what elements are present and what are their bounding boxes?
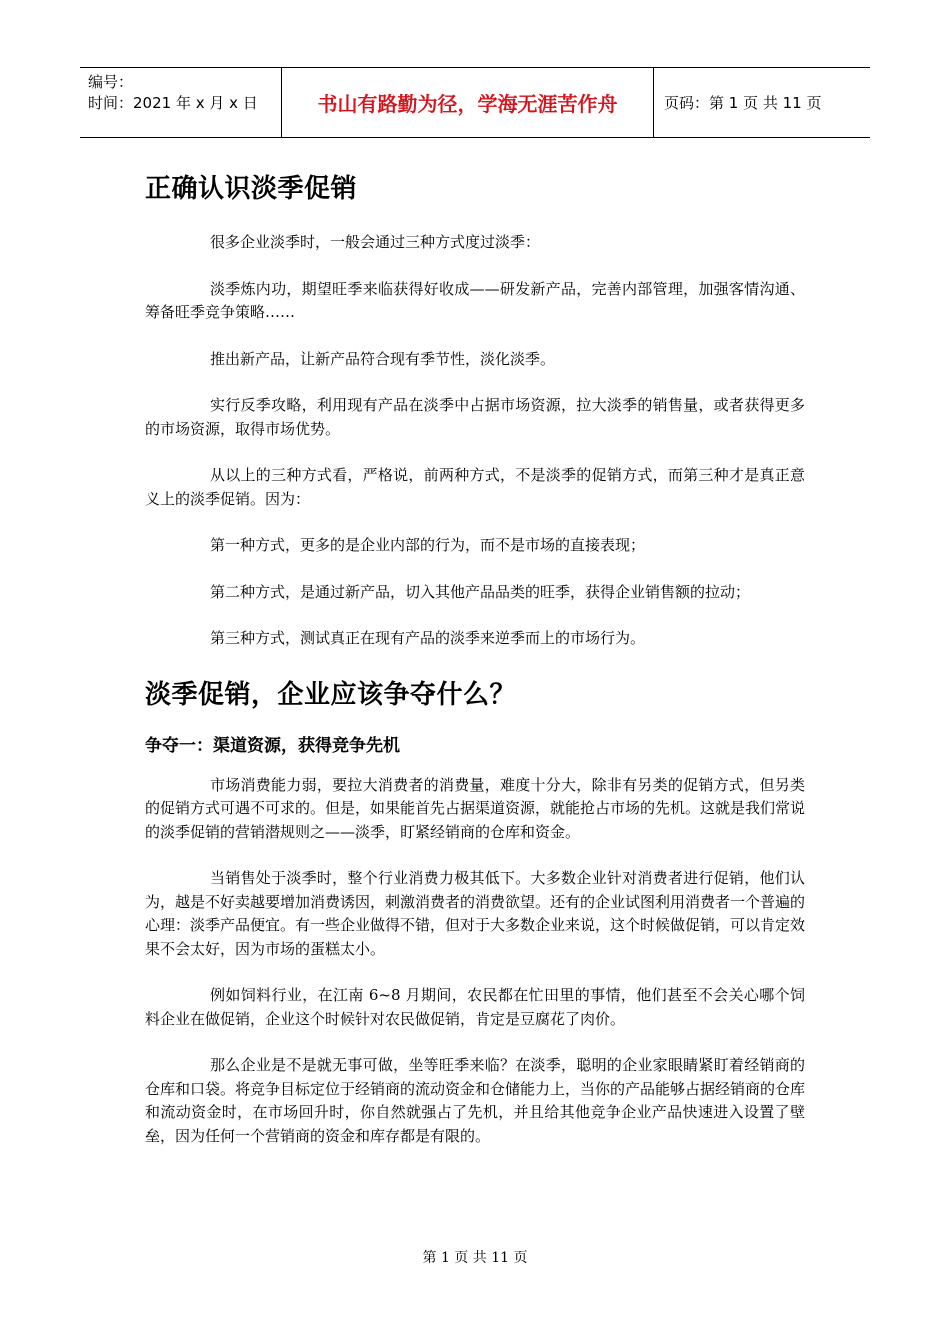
paragraph: 第一种方式，更多的是企业内部的行为，而不是市场的直接表现； [210,536,646,554]
paragraph: 第三种方式，测试真正在现有产品的淡季来逆季而上的市场行为。 [210,629,646,647]
document-header [80,67,870,138]
header-motto: 书山有路勤为径，学海无涯苦作舟 [281,68,654,137]
subsection-title: 争夺一：渠道资源，获得竞争先机 [145,735,400,756]
paragraph: 市场消费能力弱，要拉大消费者的消费量，难度十分大，除非有另类的促销方式，但另类的促销方式可遇不可求的。但是，如果能首先占据渠道资源，就能抢占市场的先机。这就是我们常说的淡季促销的营销潜规则之——淡季，盯紧经销商的仓库和资金。 [145,775,806,841]
paragraph: 很多企业淡季时，一般会通过三种方式度过淡季： [210,233,541,251]
paragraph: 当销售处于淡季时，整个行业消费力极其低下。大多数企业针对消费者进行促销，他们认为，越是不好卖越要增加消费诱因，刺激消费者的消费欲望。还有的企业试图利用消费者一个普遍的心理：淡季产品便宜。有一些企业做得不错，但对于大多数企业来说，这个时候做促销，可以肯定效果不会太好，因为市场的蛋糕太小。 [145,869,806,958]
section-title: 淡季促销，企业应该争夺什么？ [145,679,517,710]
document-body [145,160,805,1171]
page-footer: 第 1 页 共 11 页 [422,1250,528,1266]
paragraph: 实行反季攻略，利用现有产品在淡季中占据市场资源，拉大淡季的销售量，或者获得更多的市场资源，取得市场优势。 [145,396,805,438]
time-label: 时间：2021 年 x 月 x 日 [88,94,258,112]
paragraph: 第二种方式，是通过新产品，切入其他产品品类的旺季，获得企业销售额的拉动； [210,582,751,601]
paragraph: 例如饲料行业，在江南 6~8 月期间，农民都在忙田里的事情，他们甚至不会关心哪个饲料企业在做促销，企业这个时候针对农民做促销，肯定是豆腐花了肉价。 [145,986,805,1028]
header-meta [80,68,281,137]
paragraph: 从以上的三种方式看，严格说，前两种方式，不是淡季的促销方式，而第三种才是真正意义上的淡季促销。因为： [145,466,805,508]
paragraph: 淡季炼内功，期望旺季来临获得好收成——研发新产品，完善内部管理，加强客情沟通、筹备旺季竞争策略…… [145,279,805,321]
section-title: 正确认识淡季促销 [145,174,358,204]
paragraph: 那么企业是不是就无事可做，坐等旺季来临？在淡季，聪明的企业家眼睛紧盯着经销商的仓库和口袋。将竞争目标定位于经销商的流动资金和仓储能力上，当你的产品能够占据经销商的仓库和流动资金时，在市场回升时，你自然就强占了先机，并且给其他竞争企业产品快速进入设置了壁垒，因为任何一个营销商的资金和库存都是有限的。 [145,1056,806,1145]
header-page-info: 页码：第 1 页 共 11 页 [664,94,822,112]
paragraph: 推出新产品，让新产品符合现有季节性，淡化淡季。 [210,349,556,368]
number-label: 编号： [88,73,134,91]
